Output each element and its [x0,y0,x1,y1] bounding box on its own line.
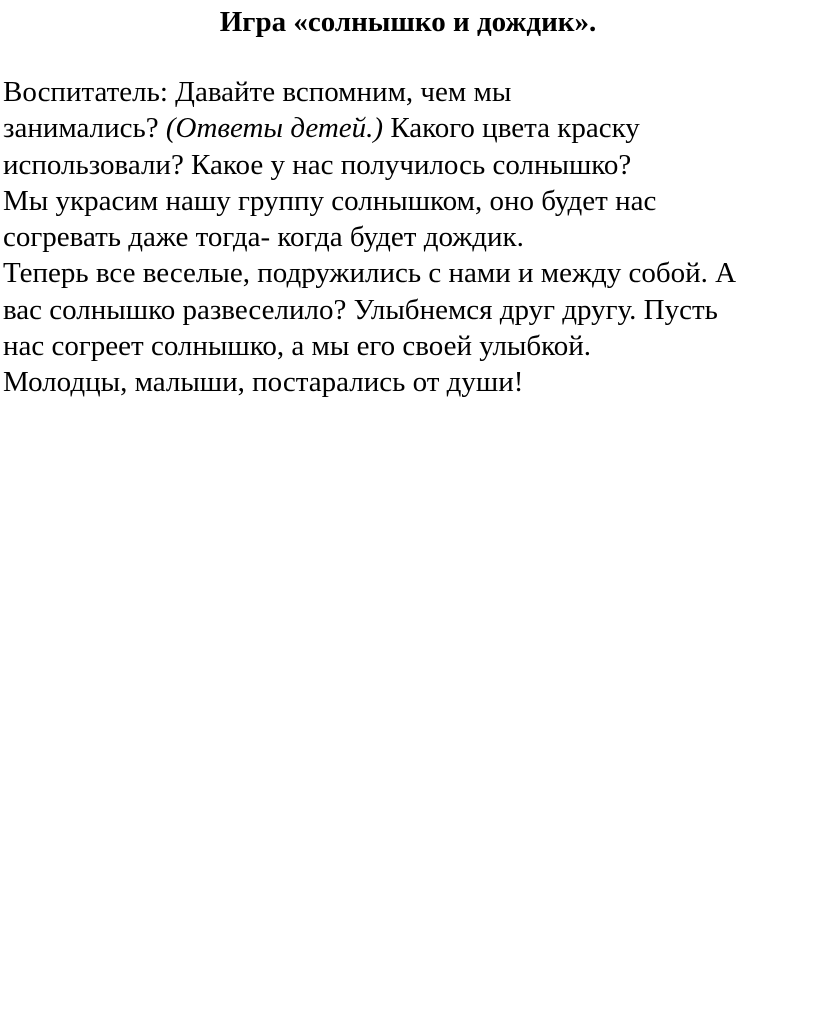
text-line: Теперь все веселые, подружились с нами и между собой. А [3,257,737,290]
text-segment: Какого цвета краску [383,112,640,145]
text-line: согревать даже тогда- когда будет дождик. [3,221,524,254]
text-segment: занимались? [3,112,166,145]
text-line: Воспитатель: Давайте вспомним, чем мы [3,76,512,108]
text-line: использовали? Какое у нас получилось солнышко? [3,148,632,181]
text-line: нас согреет солнышко, а мы его своей улыбкой. [3,330,592,363]
italic-remark: (Ответы детей.) [165,112,384,145]
text-line [3,110,803,146]
text-line: Молодцы, малыши, постарались от души! [3,366,524,399]
text-line: вас солнышко развеселило? Улыбнемся друг другу. Пусть [3,293,718,326]
document-body [3,74,803,401]
document-title: Игра «солнышко и дождик». [219,6,597,38]
text-line: Мы украсим нашу группу солнышком, оно будет нас [3,184,657,217]
